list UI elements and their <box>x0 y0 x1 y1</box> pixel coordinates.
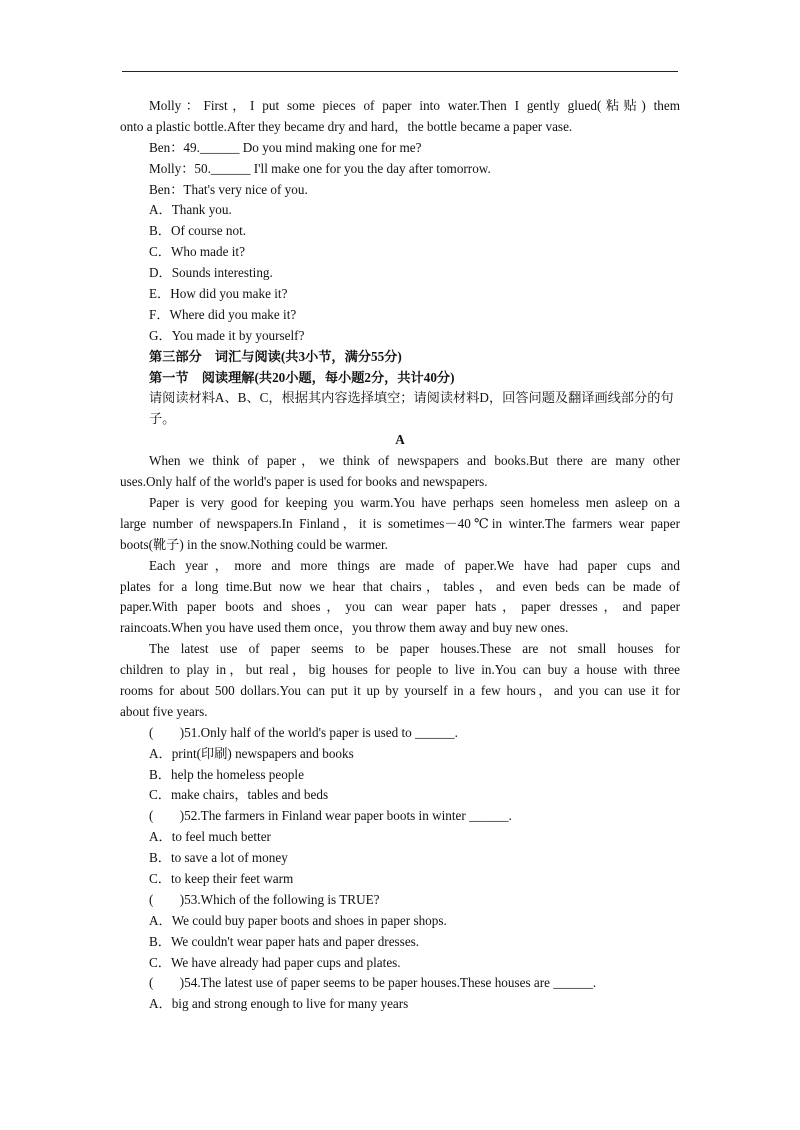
passage-label: A <box>395 432 405 448</box>
passage-line: When we think of paper，we think of newspapers and books.But there are many other <box>149 453 680 469</box>
passage-line: Paper is very good for keeping you warm.You have perhaps seen homeless men asleep on a <box>149 494 680 510</box>
passage-line: plates for a long time.But now we hear that chairs，tables，and even beds can be made of <box>120 578 680 594</box>
dialogue-option: B．Of course not. <box>149 223 247 239</box>
question-option: B．help the homeless people <box>149 766 304 782</box>
dialogue-line: Ben：49.______ Do you mind making one for me? <box>149 139 422 155</box>
instructions: 请阅读材料A、B、C，根据其内容选择填空；请阅读材料D，回答问题及翻译画线部分的句子。 <box>149 390 674 427</box>
dialogue-line: onto a plastic bottle.After they became dry and hard，the bottle became a paper vase. <box>120 118 573 134</box>
question-option: A．big and strong enough to live for many years <box>149 996 409 1012</box>
passage-line: paper.With paper boots and shoes，you can wear paper hats，paper dresses，and paper <box>120 599 680 615</box>
question-option: C．make chairs，tables and beds <box>149 787 329 803</box>
header-rule <box>122 71 678 72</box>
passage-line: large number of newspapers.In Finland，it is sometimes－40℃in winter.The farmers wear paper <box>120 515 680 531</box>
question-option: A．We could buy paper boots and shoes in paper shops. <box>149 912 447 928</box>
dialogue-line: Ben：That's very nice of you. <box>149 181 308 197</box>
passage-line: boots(靴子) in the snow.Nothing could be warmer. <box>120 536 388 552</box>
question-option: C．to keep their feet warm <box>149 870 294 886</box>
passage-line: raincoats.When you have used them once，you throw them away and buy new ones. <box>120 620 569 636</box>
passage-line: The latest use of paper seems to be paper houses.These are not small houses for <box>149 641 680 657</box>
dialogue-option: G．You made it by yourself? <box>149 327 305 343</box>
section-heading: 第一节 阅读理解(共20小题，每小题2分，共计40分) <box>149 369 455 385</box>
question-stem: ( )52.The farmers in Finland wear paper boots in winter ______. <box>149 808 512 824</box>
question-stem: ( )54.The latest use of paper seems to be paper houses.These houses are ______. <box>149 975 597 991</box>
dialogue-line: Molly：First，I put some pieces of paper into water.Then I gently glued(粘贴) them <box>149 98 680 113</box>
passage-line: uses.Only half of the world's paper is used for books and newspapers. <box>120 474 488 490</box>
question-option: B．We couldn't wear paper hats and paper dresses. <box>149 933 420 949</box>
question-stem: ( )53.Which of the following is TRUE? <box>149 891 380 907</box>
part-heading: 第三部分 词汇与阅读(共3小节，满分55分) <box>149 348 402 364</box>
dialogue-line: Molly：50.______ I'll make one for you the day after tomorrow. <box>149 160 491 176</box>
passage-line: about five years. <box>120 703 208 719</box>
dialogue-option: E．How did you make it? <box>149 286 288 302</box>
question-option: A．to feel much better <box>149 829 271 845</box>
passage-line: rooms for about 500 dollars.You can put it up by yourself in a few hours，and you can use it for <box>120 682 680 698</box>
exam-page <box>120 96 680 1015</box>
passage-line: Each year，more and more things are made of paper.We have had paper cups and <box>149 557 680 573</box>
question-option: A．print(印刷) newspapers and books <box>149 745 354 761</box>
question-stem: ( )51.Only half of the world's paper is used to ______. <box>149 724 458 740</box>
dialogue-option: A．Thank you. <box>149 202 232 218</box>
question-option: C．We have already had paper cups and plates. <box>149 954 401 970</box>
dialogue-option: C．Who made it? <box>149 244 245 260</box>
dialogue-option: F．Where did you make it? <box>149 306 297 322</box>
passage-line: children to play in，but real，big houses for people to live in.You can buy a house with three <box>120 662 680 678</box>
question-option: B．to save a lot of money <box>149 850 288 866</box>
dialogue-option: D．Sounds interesting. <box>149 265 273 281</box>
